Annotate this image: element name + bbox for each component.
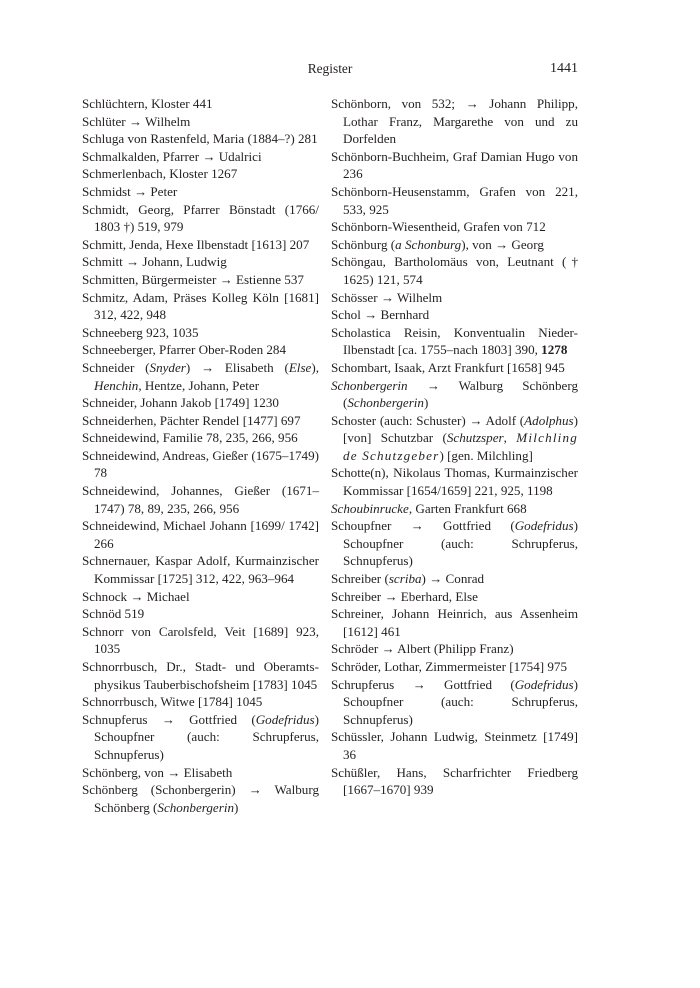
index-entry: [331, 377, 578, 412]
text-segment: Schneeberger, Pfarrer Ober-Roden 284: [82, 342, 287, 358]
index-entry: [82, 552, 319, 587]
index-entry: [82, 201, 319, 236]
text-segment: Scholastica Reisin, Konventualin Nieder-Ilbenstadt [ca. 1755–nach 1803] 390,: [331, 324, 578, 358]
text-segment: Schmitt → Johann, Ludwig: [82, 254, 227, 270]
text-segment: Schnorrbusch, Dr., Stadt- und Oberamtsphysikus Tauberbischofsheim [1783] 1045: [82, 659, 319, 692]
text-segment: Schönburg (: [331, 236, 396, 252]
index-entry: [331, 253, 578, 288]
text-segment: Schönborn-Wiesentheid, Grafen von 712: [331, 219, 546, 235]
text-segment: Schreiber (: [331, 571, 389, 587]
text-segment: Schnorr von Carolsfeld, Veit [1689] 923, 1035: [82, 623, 319, 657]
italic-segment: Adolphus: [524, 412, 574, 428]
index-entry: [82, 588, 319, 606]
text-segment: Schmerlenbach, Kloster 1267: [82, 166, 238, 182]
text-segment: Schmidt, Georg, Pfarrer Bönstadt (1766/ 1803 †) 519, 979: [82, 201, 319, 235]
index-entry: [82, 165, 319, 183]
text-segment: Schöngau, Bartholomäus von, Leutnant († 1625) 121, 574: [331, 254, 578, 287]
index-entry: [82, 781, 319, 816]
index-entry: [82, 764, 319, 782]
index-entry: [82, 324, 319, 342]
index-entry: [82, 341, 319, 359]
text-segment: Schmidst → Peter: [82, 183, 178, 199]
index-entry: [331, 570, 578, 588]
text-segment: Schreiber → Eberhard, Else: [331, 588, 478, 604]
index-entry: [331, 289, 578, 307]
text-segment: Schneeberg 923, 1035: [82, 324, 199, 340]
index-entry: [82, 130, 319, 148]
text-segment: Schol → Bernhard: [331, 307, 430, 323]
italic-segment: Henchin: [94, 377, 139, 393]
italic-segment: Milchling de Schutzgeber: [343, 430, 579, 463]
index-entry: [82, 253, 319, 271]
index-entry: [82, 394, 319, 412]
text-segment: ),: [311, 359, 319, 375]
text-segment: Schneidewind, Johannes, Gießer (1671–1747) 78, 89, 235, 266, 956: [82, 483, 319, 516]
italic-segment: scriba: [388, 571, 422, 587]
italic-segment: Godefridus: [514, 518, 574, 534]
text-segment: ) [von] Schutzbar (: [343, 412, 578, 446]
index-entry: [331, 324, 578, 359]
text-segment: Schneidewind, Andreas, Gießer (1675–1749) 78: [82, 447, 319, 481]
text-segment: ) [gen. Milchling]: [439, 447, 533, 463]
text-segment: Schneiderhen, Pächter Rendel [1477] 697: [82, 412, 301, 428]
text-segment: Schombart, Isaak, Arzt Frankfurt [1658] 945: [331, 359, 565, 375]
index-entry: [331, 728, 578, 763]
text-segment: Schlüter → Wilhelm: [82, 113, 191, 129]
index-entry: [82, 429, 319, 447]
index-entry: [82, 359, 319, 394]
text-segment: ,: [503, 430, 517, 446]
text-segment: Schneidewind, Michael Johann [1699/ 1742] 266: [82, 518, 319, 551]
index-column-left: [82, 95, 319, 816]
index-entry: [331, 658, 578, 676]
text-segment: Schröder, Lothar, Zimmermeister [1754] 975: [331, 659, 568, 674]
index-entry: [331, 412, 578, 465]
index-entry: [331, 640, 578, 658]
index-entry: [331, 464, 578, 499]
text-segment: Schmalkalden, Pfarrer → Udalrici: [82, 148, 262, 164]
index-entry: [82, 183, 319, 201]
text-segment: ) Schoupfner (auch: Schrupferus, Schnupferus): [343, 676, 578, 727]
page-number: 1441: [550, 61, 578, 76]
text-segment: Schnernauer, Kaspar Adolf, Kurmainzischer Kommissar [1725] 312, 422, 963–964: [82, 553, 319, 587]
text-segment: , Garten Frankfurt 668: [408, 500, 527, 516]
text-segment: → Walburg Schönberg (: [343, 377, 578, 411]
index-entry: [82, 623, 319, 658]
index-entry: [82, 95, 319, 113]
index-entry: [331, 183, 578, 218]
italic-segment: Schoubinrucke: [331, 500, 409, 516]
index-entry: [331, 359, 578, 377]
text-segment: Schneider, Johann Jakob [1749] 1230: [82, 395, 279, 411]
text-segment: ) Schoupfner (auch: Schrupferus, Schnupferus): [94, 711, 319, 762]
running-header: [82, 61, 578, 81]
text-segment: ), von → Georg: [461, 236, 544, 252]
text-segment: Schönberg, von → Elisabeth: [82, 764, 233, 780]
index-entry: [331, 95, 578, 148]
text-segment: Schüßler, Hans, Scharfrichter Friedberg [1667–1670] 939: [331, 764, 578, 798]
text-segment: Schotte(n), Nikolaus Thomas, Kurmainzischer Kommissar [1654/1659] 221, 925, 1198: [331, 465, 578, 499]
italic-segment: Schonbergerin: [347, 395, 424, 411]
text-segment: Schoupfner → Gottfried (: [331, 518, 515, 534]
text-segment: Schoster (auch: Schuster) → Adolf (: [331, 412, 525, 428]
index-entry: [331, 676, 578, 729]
index-entry: [82, 658, 319, 693]
index-entry: [331, 764, 578, 799]
text-segment: Schmitt, Jenda, Hexe Ilbenstadt [1613] 207: [82, 236, 310, 252]
text-segment: Schnock → Michael: [82, 588, 190, 604]
index-entry: [82, 113, 319, 131]
index-entry: [82, 148, 319, 166]
index-entry: [82, 693, 319, 711]
index-entry: [82, 236, 319, 254]
text-segment: Schnupferus → Gottfried (: [82, 711, 256, 727]
italic-segment: Schutzsper: [446, 430, 504, 446]
index-entry: [82, 289, 319, 324]
index-entry: [82, 605, 319, 623]
text-segment: Schönborn-Heusenstamm, Grafen von 221, 533, 925: [331, 183, 578, 217]
text-segment: Schlüchtern, Kloster 441: [82, 96, 213, 111]
index-entry: [82, 482, 319, 517]
text-segment: , Hentze, Johann, Peter: [138, 377, 260, 393]
index-entry: [331, 218, 578, 236]
italic-segment: Godefridus: [514, 676, 574, 692]
text-segment: ): [423, 395, 429, 411]
text-segment: ) → Conrad: [421, 571, 485, 587]
index-entry: [82, 711, 319, 764]
italic-segment: Schonbergerin: [157, 799, 235, 815]
index-entry: [331, 236, 578, 254]
index-entry: [82, 447, 319, 482]
text-segment: Schneider (: [82, 359, 150, 375]
text-segment: Schmitten, Bürgermeister → Estienne 537: [82, 271, 304, 287]
index-entry: [82, 271, 319, 289]
index-entry: [82, 412, 319, 430]
italic-segment: Snyder: [149, 359, 186, 375]
index-entry: [331, 306, 578, 324]
text-segment: Schönborn-Buchheim, Graf Damian Hugo von 236: [331, 148, 578, 182]
italic-segment: Schonbergerin: [331, 377, 408, 393]
text-segment: Schönberg (Schonbergerin) → Walburg Schönberg (: [82, 782, 319, 815]
text-segment: ) → Elisabeth (: [185, 359, 289, 375]
text-segment: ) Schoupfner (auch: Schrupferus, Schnupferus): [343, 518, 578, 569]
italic-segment: a Schonburg: [395, 236, 462, 252]
text-segment: ): [234, 799, 239, 815]
text-segment: Schrupferus → Gottfried (: [331, 676, 515, 692]
text-segment: Schneidewind, Familie 78, 235, 266, 956: [82, 430, 298, 446]
text-segment: Schnöd 519: [82, 606, 145, 622]
text-segment: Schluga von Rastenfeld, Maria (1884–?) 281: [82, 131, 318, 147]
bold-segment: 1278: [541, 342, 568, 358]
index-entry: [82, 517, 319, 552]
index-entry: [331, 588, 578, 606]
index-entry: [331, 148, 578, 183]
index-entry: [331, 605, 578, 640]
text-segment: Schüssler, Johann Ludwig, Steinmetz [1749] 36: [331, 729, 578, 762]
italic-segment: Godefridus: [255, 711, 315, 727]
text-segment: Schösser → Wilhelm: [331, 289, 443, 305]
italic-segment: Else: [288, 359, 312, 375]
index-entry: [331, 500, 578, 518]
text-segment: Schmitz, Adam, Präses Kolleg Köln [1681] 312, 422, 948: [82, 289, 319, 323]
running-title: Register: [307, 61, 353, 76]
text-segment: Schnorrbusch, Witwe [1784] 1045: [82, 694, 263, 710]
text-segment: Schreiner, Johann Heinrich, aus Assenheim [1612] 461: [331, 606, 578, 639]
index-column-right: [331, 95, 578, 799]
text-segment: Schröder → Albert (Philipp Franz): [331, 641, 514, 657]
text-segment: Schönborn, von 532; → Johann Philipp, Lothar Franz, Margarethe von und zu Dorfelden: [331, 96, 578, 147]
index-entry: [331, 517, 578, 570]
